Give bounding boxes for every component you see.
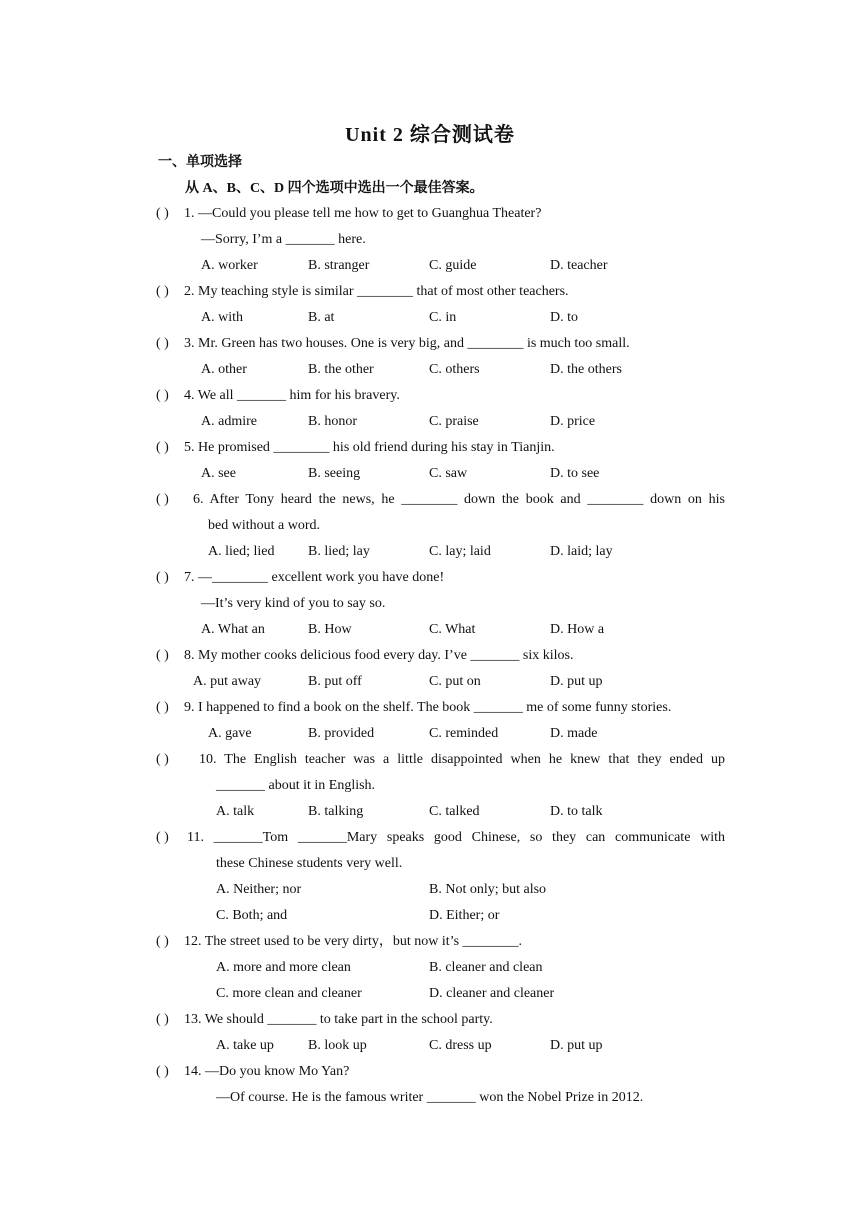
answer-blank[interactable]: ( ) xyxy=(156,830,169,845)
question-stem: 12. The street used to be very dirty，but now it’s ________. xyxy=(184,934,523,949)
option-b[interactable]: B. talking xyxy=(308,804,364,819)
option-d[interactable]: D. teacher xyxy=(550,258,608,273)
question-stem: 2. My teaching style is similar ________ that of most other teachers. xyxy=(184,284,569,299)
option-c[interactable]: C. lay; laid xyxy=(429,544,491,559)
option-b[interactable]: B. cleaner and clean xyxy=(429,960,543,975)
option-c[interactable]: C. others xyxy=(429,362,480,377)
option-a[interactable]: A. see xyxy=(201,466,236,481)
option-c[interactable]: C. Both; and xyxy=(216,908,288,923)
answer-blank[interactable]: ( ) xyxy=(156,752,169,767)
option-b[interactable]: B. at xyxy=(308,310,335,325)
answer-blank[interactable]: ( ) xyxy=(156,492,169,507)
answer-blank[interactable]: ( ) xyxy=(156,1064,169,1079)
option-a[interactable]: A. admire xyxy=(201,414,257,429)
option-a[interactable]: A. What an xyxy=(201,622,265,637)
option-a[interactable]: A. worker xyxy=(201,258,258,273)
option-d[interactable]: D. Either; or xyxy=(429,908,500,923)
question-stem-cont: —Sorry, I’m a _______ here. xyxy=(201,232,366,247)
option-d[interactable]: D. laid; lay xyxy=(550,544,613,559)
question-stem: 10. The English teacher was a little disappointed when he knew that they ended up xyxy=(199,752,725,767)
option-b[interactable]: B. put off xyxy=(308,674,362,689)
option-a[interactable]: A. lied; lied xyxy=(208,544,275,559)
option-b[interactable]: B. honor xyxy=(308,414,357,429)
option-c[interactable]: C. praise xyxy=(429,414,479,429)
option-d[interactable]: D. put up xyxy=(550,1038,603,1053)
option-d[interactable]: D. the others xyxy=(550,362,622,377)
question-stem: 7. —________ excellent work you have done! xyxy=(184,570,445,585)
question-stem: 5. He promised ________ his old friend during his stay in Tianjin. xyxy=(184,440,555,455)
question-stem-cont: bed without a word. xyxy=(208,518,320,533)
instruction-text: 从 A、B、C、D 四个选项中选出一个最佳答案。 xyxy=(185,181,484,196)
option-c[interactable]: C. talked xyxy=(429,804,480,819)
answer-blank[interactable]: ( ) xyxy=(156,648,169,663)
option-a[interactable]: A. more and more clean xyxy=(216,960,351,975)
question-stem-cont: —It’s very kind of you to say so. xyxy=(201,596,386,611)
option-c[interactable]: C. reminded xyxy=(429,726,499,741)
question-stem: 9. I happened to find a book on the shelf. The book _______ me of some funny stories. xyxy=(184,700,672,715)
option-a[interactable]: A. other xyxy=(201,362,247,377)
option-a[interactable]: A. with xyxy=(201,310,243,325)
question-stem: 8. My mother cooks delicious food every day. I’ve _______ six kilos. xyxy=(184,648,574,663)
answer-blank[interactable]: ( ) xyxy=(156,934,169,949)
option-a[interactable]: A. gave xyxy=(208,726,252,741)
question-stem: 1. —Could you please tell me how to get to Guanghua Theater? xyxy=(184,206,542,221)
option-c[interactable]: C. What xyxy=(429,622,476,637)
option-c[interactable]: C. dress up xyxy=(429,1038,492,1053)
answer-blank[interactable]: ( ) xyxy=(156,388,169,403)
option-d[interactable]: D. How a xyxy=(550,622,605,637)
question-stem: 11. _______Tom _______Mary speaks good Chinese, so they can communicate with xyxy=(187,830,725,845)
answer-blank[interactable]: ( ) xyxy=(156,440,169,455)
page-title: Unit 2 综合测试卷 xyxy=(345,124,515,146)
section-heading: 一、单项选择 xyxy=(158,155,242,170)
option-b[interactable]: B. provided xyxy=(308,726,375,741)
option-b[interactable]: B. Not only; but also xyxy=(429,882,547,897)
option-c[interactable]: C. put on xyxy=(429,674,481,689)
question-stem-cont: these Chinese students very well. xyxy=(216,856,403,871)
option-a[interactable]: A. talk xyxy=(216,804,255,819)
option-d[interactable]: D. price xyxy=(550,414,596,429)
option-a[interactable]: A. Neither; nor xyxy=(216,882,302,897)
answer-blank[interactable]: ( ) xyxy=(156,336,169,351)
option-c[interactable]: C. more clean and cleaner xyxy=(216,986,362,1001)
question-stem-cont: _______ about it in English. xyxy=(216,778,376,793)
option-c[interactable]: C. in xyxy=(429,310,457,325)
option-b[interactable]: B. look up xyxy=(308,1038,367,1053)
answer-blank[interactable]: ( ) xyxy=(156,570,169,585)
option-b[interactable]: B. How xyxy=(308,622,352,637)
option-d[interactable]: D. to see xyxy=(550,466,600,481)
question-stem: 3. Mr. Green has two houses. One is very big, and ________ is much too small. xyxy=(184,336,630,351)
option-a[interactable]: A. take up xyxy=(216,1038,274,1053)
option-b[interactable]: B. the other xyxy=(308,362,374,377)
question-stem: 4. We all _______ him for his bravery. xyxy=(184,388,400,403)
question-stem: 14. —Do you know Mo Yan? xyxy=(184,1064,350,1079)
option-d[interactable]: D. cleaner and cleaner xyxy=(429,986,555,1001)
answer-blank[interactable]: ( ) xyxy=(156,206,169,221)
option-b[interactable]: B. stranger xyxy=(308,258,370,273)
option-b[interactable]: B. seeing xyxy=(308,466,361,481)
option-c[interactable]: C. saw xyxy=(429,466,468,481)
option-d[interactable]: D. put up xyxy=(550,674,603,689)
option-d[interactable]: D. to xyxy=(550,310,578,325)
option-d[interactable]: D. to talk xyxy=(550,804,603,819)
question-stem-cont: —Of course. He is the famous writer _______ won the Nobel Prize in 2012. xyxy=(216,1090,644,1105)
option-c[interactable]: C. guide xyxy=(429,258,477,273)
answer-blank[interactable]: ( ) xyxy=(156,1012,169,1027)
question-stem: 13. We should _______ to take part in the school party. xyxy=(184,1012,493,1027)
question-stem: 6. After Tony heard the news, he ________ down the book and ________ down on his xyxy=(193,492,725,507)
option-d[interactable]: D. made xyxy=(550,726,598,741)
option-b[interactable]: B. lied; lay xyxy=(308,544,370,559)
answer-blank[interactable]: ( ) xyxy=(156,284,169,299)
option-a[interactable]: A. put away xyxy=(193,674,262,689)
answer-blank[interactable]: ( ) xyxy=(156,700,169,715)
